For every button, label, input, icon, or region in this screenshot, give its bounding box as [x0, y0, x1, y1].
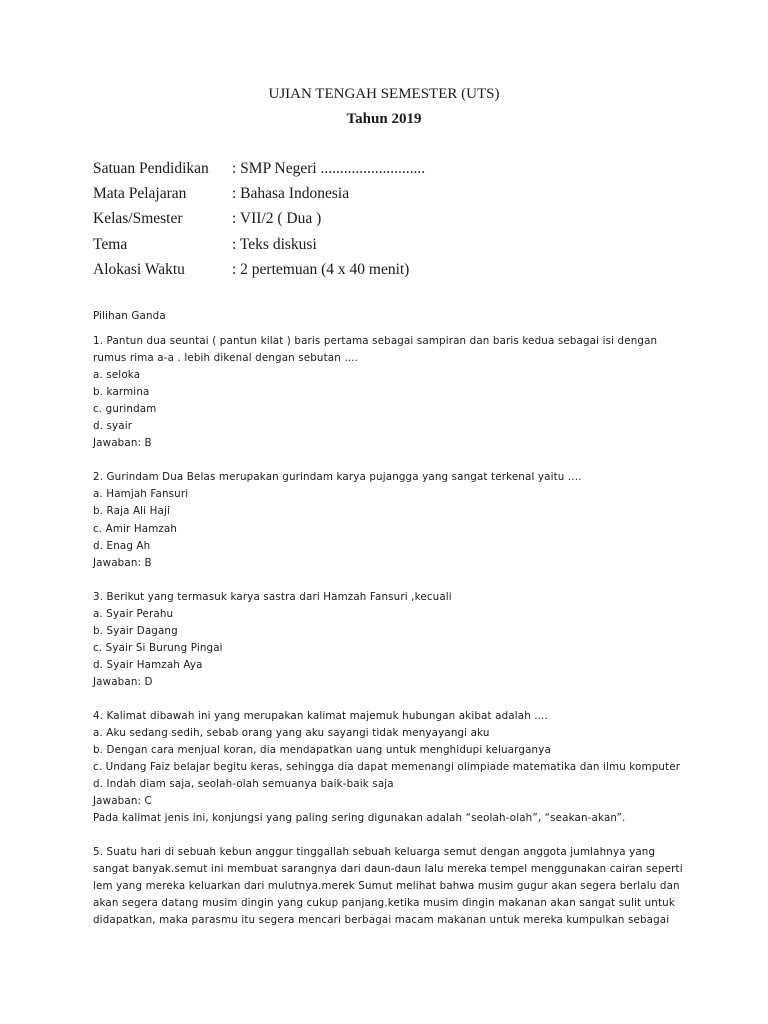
- question-text: akan segera datang musim dingin yang cukup panjang.ketika musim dingin makanan akan sangat sulit untuk: [93, 897, 675, 910]
- question-text: 2. Gurindam Dua Belas merupakan gurindam karya pujangga yang sangat terkenal yaitu ....: [93, 471, 582, 484]
- info-row: [93, 185, 425, 210]
- info-label: Alokasi Waktu: [93, 260, 185, 278]
- info-value: : Bahasa Indonesia: [232, 185, 350, 203]
- question-body: [93, 308, 683, 947]
- question-text: 5. Suatu hari di sebuah kebun anggur tinggallah sebuah keluarga semut dengan anggota jumlahnya yang: [93, 846, 656, 859]
- identity-table: [93, 160, 425, 286]
- question-text: lem yang mereka keluarkan dari mulutnya.merek Sumut melihat bahwa musim gugur akan segera berlalu dan: [93, 880, 680, 893]
- question-text: didapatkan, maka parasmu itu segera mencari berbagai macam makanan untuk mereka kumpulkan sebagai: [93, 914, 670, 927]
- info-row: [93, 210, 425, 235]
- question-3: [93, 589, 683, 691]
- answer: Jawaban: D: [93, 675, 153, 688]
- info-label: Mata Pelajaran: [93, 185, 187, 203]
- option-c: c. Amir Hamzah: [93, 522, 178, 535]
- option-b: b. karmina: [93, 386, 150, 399]
- document-title: UJIAN TENGAH SEMESTER (UTS): [268, 86, 500, 102]
- option-a: a. seloka: [93, 369, 141, 382]
- question-2: [93, 469, 683, 571]
- info-value: : 2 pertemuan (4 x 40 menit): [232, 260, 410, 278]
- answer: Jawaban: C: [93, 795, 152, 808]
- info-value: : VII/2 ( Dua ): [232, 210, 322, 228]
- answer: Jawaban: B: [93, 556, 152, 569]
- info-row: [93, 261, 425, 286]
- option-c: c. Syair Si Burung Pingai: [93, 641, 223, 654]
- option-a: a. Syair Perahu: [93, 607, 174, 620]
- info-row: [93, 160, 425, 185]
- document-year: Tahun 2019: [346, 111, 422, 127]
- question-text: rumus rima a-a . lebih dikenal dengan sebutan ....: [93, 352, 359, 365]
- question-5: [93, 844, 683, 929]
- section-title: Pilihan Ganda: [93, 310, 166, 322]
- option-b: b. Raja Ali Haji: [93, 505, 170, 518]
- question-text: 1. Pantun dua seuntai ( pantun kilat ) baris pertama sebagai sampiran dan baris kedua sebagai isi dengan: [93, 335, 658, 348]
- question-text: 3. Berikut yang termasuk karya sastra dari Hamzah Fansuri ,kecuali: [93, 590, 452, 603]
- option-b: b. Dengan cara menjual koran, dia mendapatkan uang untuk menghidupi keluarganya: [93, 744, 551, 757]
- option-c: c. gurindam: [93, 403, 157, 416]
- option-d: d. Syair Hamzah Aya: [93, 658, 203, 671]
- info-row: [93, 236, 425, 261]
- question-text: 4. Kalimat dibawah ini yang merupakan kalimat majemuk hubungan akibat adalah ....: [93, 709, 548, 722]
- info-value: : Teks diskusi: [232, 235, 317, 253]
- option-d: d. Indah diam saja, seolah-olah semuanya baik-baik saja: [93, 778, 394, 791]
- answer: Jawaban: B: [93, 437, 152, 450]
- option-c: c. Undang Faiz belajar begitu keras, sehingga dia dapat memenangi olimpiade matematika dan ilmu komputer: [93, 761, 681, 774]
- question-1: [93, 333, 683, 452]
- option-a: a. Aku sedang sedih, sebab orang yang aku sayangi tidak menyayangi aku: [93, 726, 490, 739]
- info-label: Satuan Pendidikan: [93, 160, 209, 177]
- question-4: [93, 708, 683, 827]
- option-a: a. Hamjah Fansuri: [93, 488, 189, 501]
- explanation: Pada kalimat jenis ini, konjungsi yang paling sering digunakan adalah “seolah-olah”, “seakan-akan”.: [93, 812, 626, 825]
- option-d: d. syair: [93, 420, 133, 433]
- info-label: Tema: [93, 235, 128, 253]
- option-d: d. Enag Ah: [93, 539, 151, 552]
- info-label: Kelas/Smester: [93, 210, 183, 228]
- info-value: : SMP Negeri ...........................: [232, 160, 426, 177]
- option-b: b. Syair Dagang: [93, 624, 178, 637]
- question-text: sangat banyak.semut ini membuat sarangnya dari daun-daun lalu mereka tempel menggunakan cairan seperti: [93, 863, 683, 876]
